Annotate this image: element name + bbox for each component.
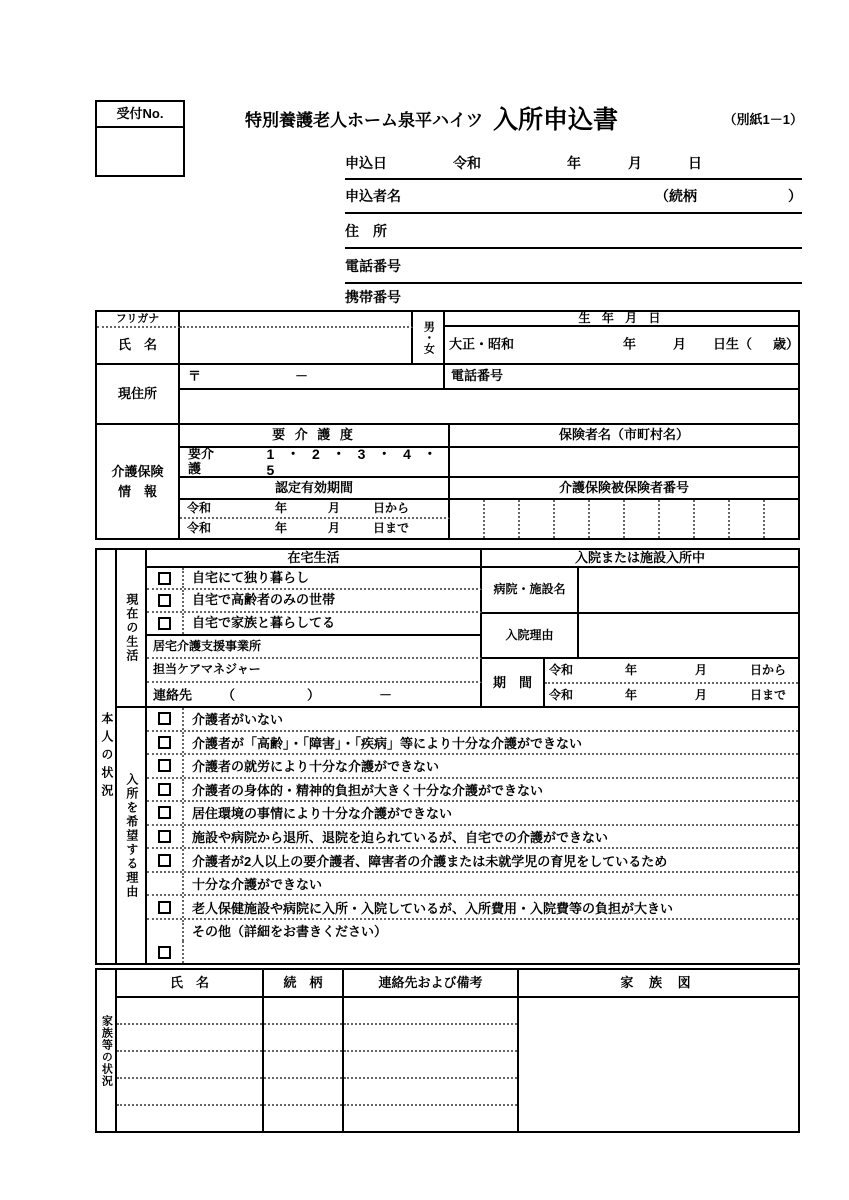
reason-row bbox=[147, 777, 798, 801]
checkbox-cell bbox=[147, 779, 184, 801]
insured-number-digit-cell bbox=[553, 500, 588, 538]
insured-number-digit-cell bbox=[728, 500, 763, 538]
family-name-header: 氏 名 bbox=[117, 970, 264, 998]
insured-number-digit-cell bbox=[658, 500, 693, 538]
personal-status-label: 本人の状況 bbox=[97, 550, 117, 963]
postal-code-cell bbox=[180, 365, 445, 390]
checkbox-cell bbox=[147, 802, 184, 824]
reason-text: 老人保健施設や病院に入所・入院しているが、入所費用・入院費等の負担が大きい bbox=[192, 900, 674, 916]
home-option-row bbox=[147, 613, 482, 636]
hospital-status-header: 入院または施設入所中 bbox=[482, 550, 798, 568]
care-manager-label: 担当ケアマネジャー bbox=[147, 659, 482, 683]
checkbox-cell bbox=[147, 826, 184, 848]
family-row-cell bbox=[264, 1077, 342, 1104]
from-day-label: 日から bbox=[750, 662, 787, 677]
era-label: 令和 bbox=[549, 688, 574, 703]
family-row-cell bbox=[344, 1050, 517, 1077]
care-level-header: 要 介 護 度 bbox=[180, 425, 450, 448]
reason-row bbox=[147, 918, 798, 942]
insured-number-header: 介護保険被保険者番号 bbox=[450, 478, 798, 500]
admission-reason-input-cell bbox=[579, 614, 798, 659]
insured-number-digit-cell bbox=[483, 500, 518, 538]
year-label: 年 bbox=[625, 662, 638, 677]
validity-from-row bbox=[180, 500, 450, 519]
reason-text: 介護者の就労により十分な介護ができない bbox=[192, 759, 440, 775]
postal-dash: － bbox=[295, 368, 309, 384]
checkbox[interactable] bbox=[158, 736, 171, 749]
current-address-label: 現住所 bbox=[97, 365, 180, 425]
title-row bbox=[245, 100, 803, 136]
family-status-table bbox=[95, 968, 800, 1133]
title-facility-name: 特別養護老人ホーム泉平ハイツ bbox=[245, 110, 483, 130]
checkbox-cell bbox=[147, 590, 184, 611]
checkbox[interactable] bbox=[158, 830, 171, 843]
applicant-phone-label: 電話番号 bbox=[345, 257, 401, 274]
family-row-cell bbox=[117, 1023, 262, 1050]
insured-number-digit-cell bbox=[763, 500, 798, 538]
era-label: 令和 bbox=[187, 500, 212, 515]
home-option-text: 自宅で家族と暮らしてる bbox=[192, 615, 336, 631]
validity-period-header: 認定有効期間 bbox=[180, 478, 450, 500]
application-date-row bbox=[345, 148, 802, 180]
reason-row bbox=[147, 753, 798, 777]
family-row-cell bbox=[264, 998, 342, 1023]
era-label: 令和 bbox=[453, 155, 481, 171]
insured-number-digit-cell bbox=[588, 500, 623, 538]
applicant-address-row bbox=[345, 214, 802, 249]
care-insurance-label-line1: 介護保険 bbox=[111, 464, 164, 479]
applicant-mobile-row bbox=[345, 284, 802, 310]
family-row-cell bbox=[264, 1104, 342, 1131]
current-address-input-cell bbox=[180, 390, 798, 425]
year-label: 年 bbox=[275, 520, 288, 535]
name-label: 氏 名 bbox=[97, 328, 180, 365]
furigana-input-cell bbox=[180, 312, 413, 328]
reason-text: 居住環境の事情により十分な介護ができない bbox=[192, 806, 453, 822]
checkbox[interactable] bbox=[158, 783, 171, 796]
phone-dash: － bbox=[379, 687, 393, 703]
family-relation-header: 続 柄 bbox=[264, 970, 344, 998]
day-label: 日 bbox=[688, 155, 702, 171]
birth-date-header: 生 年 月 日 bbox=[445, 312, 798, 327]
applicant-name-label: 申込者名 bbox=[345, 188, 401, 204]
title-annex-note: （別紙1－1） bbox=[723, 111, 803, 127]
relation-open-label: （続柄 bbox=[655, 188, 697, 204]
period-to-row bbox=[545, 684, 798, 708]
applicant-phone-row bbox=[345, 249, 802, 284]
month-label: 月 bbox=[628, 155, 642, 171]
hospital-name-label: 病院・施設名 bbox=[482, 568, 579, 614]
family-relation-column bbox=[264, 998, 344, 1131]
era-label: 令和 bbox=[187, 520, 212, 535]
applicant-mobile-label: 携帯番号 bbox=[345, 289, 401, 305]
applicant-name-row bbox=[345, 180, 802, 214]
applicant-contact-block bbox=[345, 148, 802, 310]
insured-number-digit-cell bbox=[518, 500, 553, 538]
care-level-prefix: 要介護 bbox=[188, 446, 215, 476]
year-label: 年 bbox=[275, 500, 288, 515]
furigana-label: フリガナ bbox=[97, 312, 180, 328]
reason-row bbox=[147, 708, 798, 730]
reason-row-other-checkbox bbox=[147, 941, 798, 963]
insurer-name-header: 保険者名（市町村名） bbox=[450, 425, 798, 448]
birth-day-label: 日生（ bbox=[713, 336, 753, 352]
checkbox[interactable] bbox=[158, 946, 171, 959]
checkbox-cell bbox=[147, 849, 184, 871]
reason-text: 介護者が2人以上の要介護者、障害者の介護または未就学児の育児をしているため bbox=[192, 853, 668, 869]
reception-no-box bbox=[95, 100, 185, 177]
year-label: 年 bbox=[567, 155, 581, 171]
reason-text: 十分な介護ができない bbox=[192, 877, 323, 893]
to-day-label: 日まで bbox=[373, 520, 410, 535]
care-level-row bbox=[180, 445, 450, 478]
family-contact-header: 連絡先および備考 bbox=[344, 970, 519, 998]
checkbox-cell bbox=[147, 920, 184, 942]
paren-close: ） bbox=[307, 687, 321, 703]
reason-row bbox=[147, 800, 798, 824]
family-row-cell bbox=[117, 1050, 262, 1077]
application-date-label: 申込日 bbox=[345, 155, 387, 171]
reason-row bbox=[147, 824, 798, 848]
year-label: 年 bbox=[625, 688, 638, 703]
family-row-cell bbox=[264, 1023, 342, 1050]
reason-text: 介護者がいない bbox=[192, 712, 284, 728]
birth-month-label: 月 bbox=[673, 336, 687, 352]
checkbox[interactable] bbox=[158, 901, 171, 914]
checkbox-cell bbox=[147, 896, 184, 918]
hospital-name-input-cell bbox=[579, 568, 798, 614]
period-label: 期 間 bbox=[482, 659, 545, 708]
care-manager-contact-row bbox=[147, 683, 482, 708]
checkbox-cell bbox=[147, 755, 184, 777]
reason-row bbox=[147, 847, 798, 871]
admission-reason-field-label: 入院理由 bbox=[482, 614, 579, 659]
family-row-cell bbox=[344, 1104, 517, 1131]
checkbox[interactable] bbox=[158, 572, 171, 585]
care-insurance-label bbox=[97, 425, 180, 538]
family-row-cell bbox=[344, 998, 517, 1023]
insured-number-digit-cell bbox=[450, 500, 483, 538]
gender-label: 男・女 bbox=[413, 312, 445, 365]
month-label: 月 bbox=[328, 520, 341, 535]
relation-close-label: ） bbox=[788, 188, 802, 204]
family-diagram-cell bbox=[519, 998, 798, 1131]
admission-reasons-list bbox=[147, 708, 798, 963]
checkbox-cell bbox=[147, 941, 184, 963]
month-label: 月 bbox=[695, 688, 708, 703]
to-day-label: 日まで bbox=[750, 688, 787, 703]
reason-text: 施設や病院から退所、退院を迫られているが、自宅での介護ができない bbox=[192, 830, 609, 845]
admission-reason-label: 入所を希望する理由 bbox=[117, 708, 147, 963]
care-level-options: 1 ・ 2 ・ 3 ・ 4 ・ 5 bbox=[266, 445, 441, 478]
home-option-row bbox=[147, 590, 482, 613]
care-insurance-label-line2: 情 報 bbox=[117, 483, 157, 499]
name-input-cell bbox=[180, 328, 413, 365]
home-option-row bbox=[147, 568, 482, 590]
birth-era-label: 大正・昭和 bbox=[449, 336, 515, 352]
family-row-cell bbox=[344, 1077, 517, 1104]
current-phone-label: 電話番号 bbox=[445, 365, 798, 390]
reason-text: その他（詳細をお書きください） bbox=[192, 924, 388, 940]
reception-no-blank bbox=[97, 128, 183, 175]
month-label: 月 bbox=[695, 662, 708, 677]
validity-to-row bbox=[180, 519, 450, 538]
checkbox[interactable] bbox=[158, 712, 171, 725]
insurer-name-input-cell bbox=[450, 448, 798, 478]
checkbox[interactable] bbox=[158, 806, 171, 819]
reason-row bbox=[147, 894, 798, 918]
home-option-text: 自宅にて独り暮らし bbox=[192, 569, 310, 585]
personal-status-table bbox=[95, 548, 800, 965]
birth-age-label: 歳） bbox=[773, 336, 800, 352]
era-label: 令和 bbox=[549, 662, 574, 677]
family-contact-column bbox=[344, 998, 519, 1131]
family-row-cell bbox=[264, 1050, 342, 1077]
reason-row bbox=[147, 730, 798, 754]
home-life-header: 在宅生活 bbox=[147, 550, 482, 568]
reason-text: 介護者が「高齢」・「障害」・「疾病」等により十分な介護ができない bbox=[192, 735, 583, 751]
family-row-cell bbox=[344, 1023, 517, 1050]
checkbox-cell bbox=[147, 613, 184, 634]
insured-number-digit-cell bbox=[623, 500, 658, 538]
checkbox-cell bbox=[147, 708, 184, 730]
reason-text: 介護者の身体的・精神的負担が大きく十分な介護ができない bbox=[192, 782, 544, 798]
insured-number-cells bbox=[450, 500, 798, 538]
family-diagram-header: 家 族 図 bbox=[519, 970, 798, 998]
reason-row bbox=[147, 871, 798, 895]
family-name-column bbox=[117, 998, 264, 1131]
contact-label: 連絡先 bbox=[153, 687, 193, 703]
postal-mark: 〒 bbox=[188, 368, 202, 384]
birth-date-row bbox=[445, 327, 798, 365]
checkbox-cell bbox=[147, 732, 184, 754]
checkbox[interactable] bbox=[158, 854, 171, 867]
family-row-cell bbox=[117, 1077, 262, 1104]
checkbox[interactable] bbox=[158, 617, 171, 630]
checkbox[interactable] bbox=[158, 594, 171, 607]
from-day-label: 日から bbox=[373, 500, 410, 515]
checkbox[interactable] bbox=[158, 759, 171, 772]
month-label: 月 bbox=[328, 500, 341, 515]
applicant-address-label: 住 所 bbox=[345, 222, 387, 239]
home-option-text: 自宅で高齢者のみの世帯 bbox=[192, 592, 336, 608]
person-insurance-table bbox=[95, 310, 800, 540]
insured-number-digit-cell bbox=[693, 500, 728, 538]
paren-open: （ bbox=[222, 687, 236, 703]
checkbox-cell bbox=[147, 568, 184, 588]
page-title: 入所申込書 bbox=[493, 106, 619, 134]
birth-year-label: 年 bbox=[623, 336, 637, 352]
family-row-cell bbox=[117, 998, 262, 1023]
current-life-label: 現在の生活 bbox=[117, 550, 147, 708]
family-status-label: 家族等の状況 bbox=[97, 970, 117, 1131]
family-row-cell bbox=[117, 1104, 262, 1131]
checkbox-cell bbox=[147, 873, 184, 895]
period-from-row bbox=[545, 659, 798, 684]
support-office-label: 居宅介護支援事業所 bbox=[147, 636, 482, 659]
reception-no-label: 受付No. bbox=[97, 102, 183, 128]
